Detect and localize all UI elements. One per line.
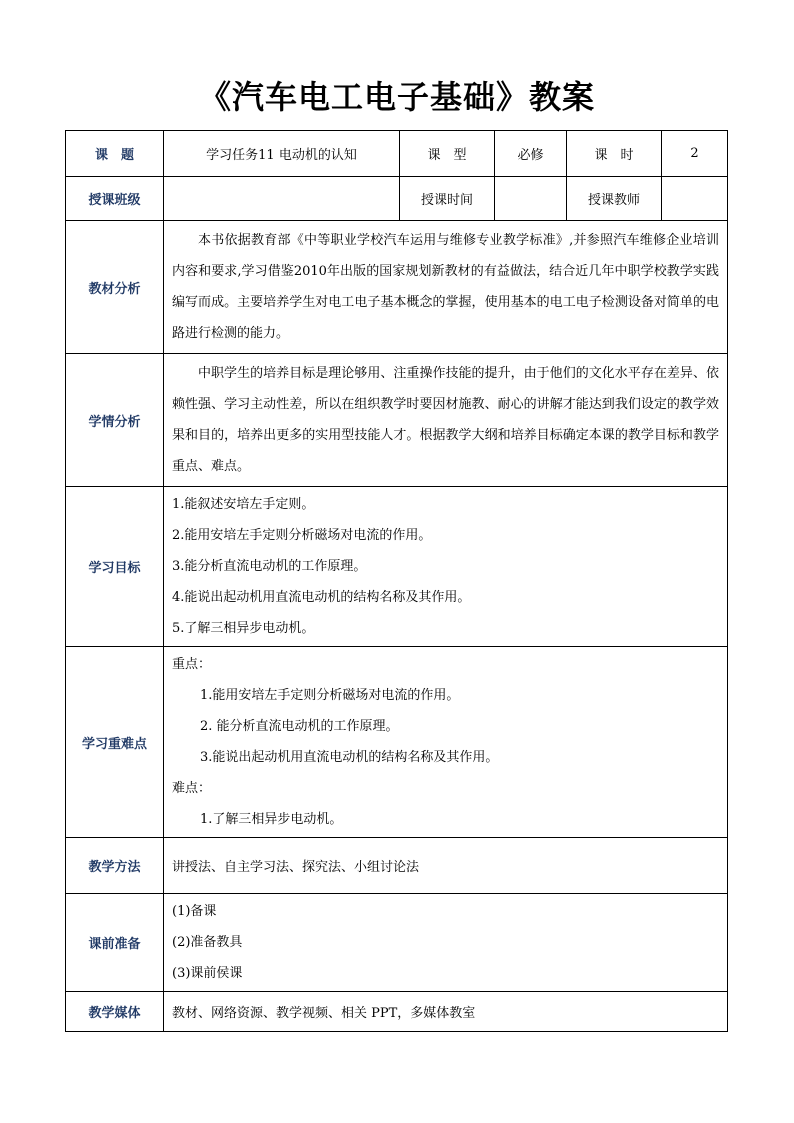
preparation-label: 课前准备 (66, 894, 164, 992)
teacher-label: 授课教师 (567, 177, 662, 221)
header-row-1 (66, 131, 728, 177)
type-label: 课 型 (400, 131, 495, 177)
class-label: 授课班级 (66, 177, 164, 221)
keypoints-label: 学习重难点 (66, 647, 164, 838)
topic-label: 课 题 (66, 131, 164, 177)
material-label: 教材分析 (66, 221, 164, 354)
students-row (66, 354, 728, 487)
type-value: 必修 (495, 131, 567, 177)
hours-label: 课 时 (567, 131, 662, 177)
preparation-item: (2)准备教具 (172, 935, 243, 950)
objectives-label: 学习目标 (66, 487, 164, 647)
media-text: 教材、网络资源、教学视频、相关 PPT，多媒体教室 (164, 992, 728, 1032)
objective-item: 1.能叙述安培左手定则。 (172, 497, 315, 512)
key-item: 3.能说出起动机用直流电动机的结构名称及其作用。 (200, 750, 499, 765)
preparation-item: (3)课前侯课 (172, 966, 243, 981)
material-row (66, 221, 728, 354)
methods-text: 讲授法、自主学习法、探究法、小组讨论法 (164, 838, 728, 894)
key-heading: 重点： (172, 657, 212, 672)
key-item: 1.能用安培左手定则分析磁场对电流的作用。 (200, 688, 460, 703)
preparation-content (164, 894, 728, 992)
hard-heading: 难点： (172, 781, 212, 796)
objectives-row (66, 487, 728, 647)
hard-item: 1.了解三相异步电动机。 (200, 812, 343, 827)
methods-label: 教学方法 (66, 838, 164, 894)
key-item: 2. 能分析直流电动机的工作原理。 (200, 719, 399, 734)
teacher-value (662, 177, 728, 221)
time-label: 授课时间 (400, 177, 495, 221)
objective-item: 4.能说出起动机用直流电动机的结构名称及其作用。 (172, 590, 471, 605)
keypoints-row (66, 647, 728, 838)
material-text: 本书依据教育部《中等职业学校汽车运用与维修专业教学标准》,并参照汽车维修企业培训内容和要求,学习借鉴2010年出版的国家规划新教材的有益做法，结合近几年中职学校教学实践编写而成。主要培养学生对电工电子基本概念的掌握，使用基本的电工电子检测设备对简单的电路进行检测的能力。 (172, 233, 719, 341)
media-row (66, 992, 728, 1032)
students-content (164, 354, 728, 487)
methods-row (66, 838, 728, 894)
topic-value: 学习任务11 电动机的认知 (164, 131, 400, 177)
document-title: 《汽车电工电子基础》教案 (198, 78, 595, 116)
objective-item: 5.了解三相异步电动机。 (172, 621, 315, 636)
students-label: 学情分析 (66, 354, 164, 487)
objective-item: 3.能分析直流电动机的工作原理。 (172, 559, 367, 574)
class-value (164, 177, 400, 221)
keypoints-content (164, 647, 728, 838)
time-value (495, 177, 567, 221)
lesson-plan-table (65, 130, 728, 1032)
material-content (164, 221, 728, 354)
preparation-item: (1)备课 (172, 904, 217, 919)
objectives-content (164, 487, 728, 647)
preparation-row (66, 894, 728, 992)
students-text: 中职学生的培养目标是理论够用、注重操作技能的提升，由于他们的文化水平存在差异、依赖性强、学习主动性差，所以在组织教学时要因材施教、耐心的讲解才能达到我们设定的教学效果和目的，培养出更多的实用型技能人才。根据教学大纲和培养目标确定本课的教学目标和教学重点、难点。 (172, 366, 719, 474)
hours-value: 2 (662, 131, 728, 177)
header-row-2 (66, 177, 728, 221)
objective-item: 2.能用安培左手定则分析磁场对电流的作用。 (172, 528, 432, 543)
media-label: 教学媒体 (66, 992, 164, 1032)
